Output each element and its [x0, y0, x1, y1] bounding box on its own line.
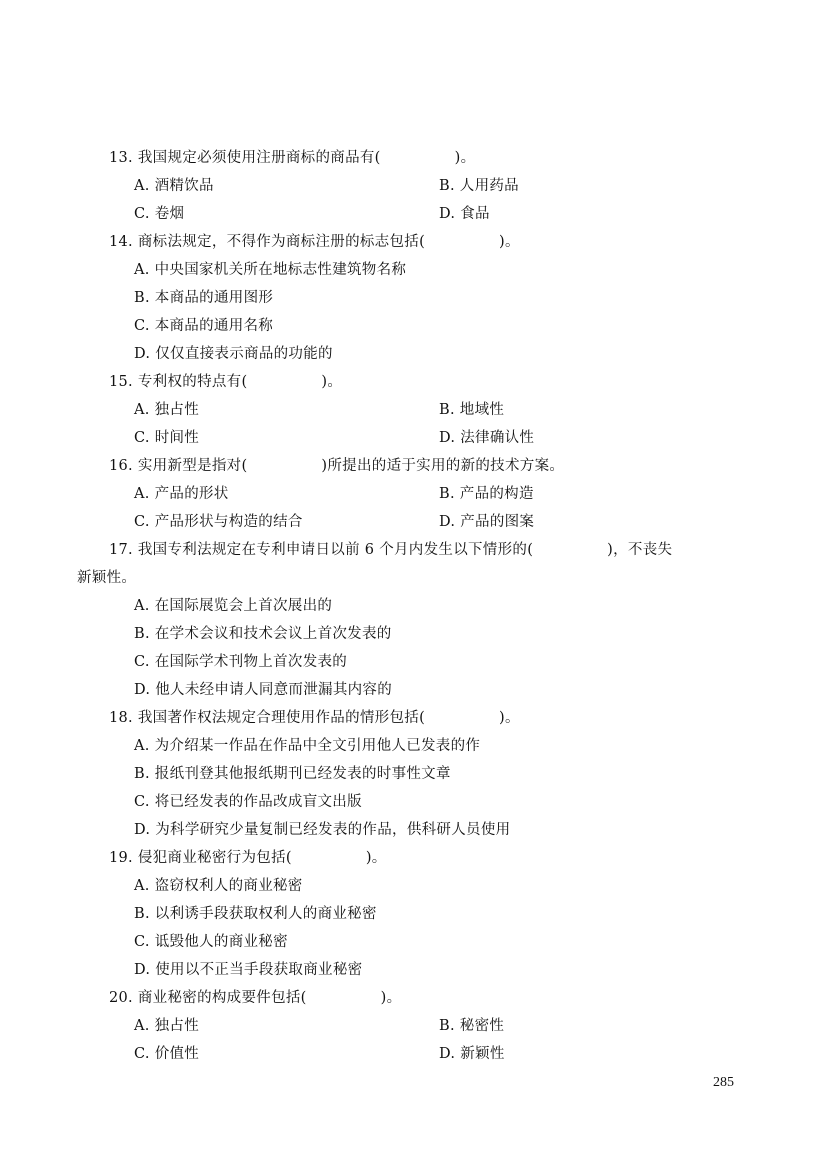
- question-20-option-d: D. 新颖性: [439, 1046, 505, 1062]
- question-13-option-d: D. 食品: [439, 206, 490, 222]
- question-17-option-a: A. 在国际展览会上首次展出的: [134, 598, 333, 614]
- question-16-option-a: A. 产品的形状: [134, 486, 229, 502]
- question-14-option-b: B. 本商品的通用图形: [134, 290, 274, 306]
- question-14-stem: 14. 商标法规定，不得作为商标注册的标志包括( )。: [109, 234, 520, 250]
- question-19-stem: 19. 侵犯商业秘密行为包括( )。: [109, 850, 387, 866]
- question-18-option-d: D. 为科学研究少量复制已经发表的作品，供科研人员使用: [134, 822, 511, 838]
- question-20-option-c: C. 价值性: [134, 1046, 200, 1062]
- question-16-option-d: D. 产品的图案: [439, 514, 535, 530]
- question-13-option-b: B. 人用药品: [439, 178, 519, 194]
- question-13-option-c: C. 卷烟: [134, 206, 185, 222]
- question-14-option-a: A. 中央国家机关所在地标志性建筑物名称: [134, 262, 407, 278]
- question-17-option-b: B. 在学术会议和技术会议上首次发表的: [134, 626, 392, 642]
- question-14-option-c: C. 本商品的通用名称: [134, 318, 274, 334]
- question-20-option-b: B. 秘密性: [439, 1018, 505, 1034]
- question-18-stem: 18. 我国著作权法规定合理使用作品的情形包括( )。: [109, 710, 520, 726]
- question-20-stem: 20. 商业秘密的构成要件包括( )。: [109, 990, 402, 1006]
- question-15-option-a: A. 独占性: [134, 402, 199, 418]
- question-20-option-a: A. 独占性: [134, 1018, 199, 1034]
- question-17-option-c: C. 在国际学术刊物上首次发表的: [134, 654, 348, 670]
- question-15-option-d: D. 法律确认性: [439, 430, 535, 446]
- question-18-option-a: A. 为介绍某一作品在作品中全文引用他人已发表的作: [134, 738, 481, 754]
- question-15-stem: 15. 专利权的特点有( )。: [109, 374, 343, 390]
- page-number: 285: [713, 1075, 734, 1090]
- question-14-option-d: D. 仅仅直接表示商品的功能的: [134, 346, 333, 362]
- question-17-stem-continuation: 新颖性。: [77, 570, 137, 586]
- question-19-option-d: D. 使用以不正当手段获取商业秘密: [134, 962, 363, 978]
- question-16-stem: 16. 实用新型是指对( )所提出的适于实用的新的技术方案。: [109, 458, 565, 474]
- question-19-option-b: B. 以利诱手段获取权利人的商业秘密: [134, 906, 377, 922]
- question-19-option-c: C. 诋毁他人的商业秘密: [134, 934, 288, 950]
- question-18-option-c: C. 将已经发表的作品改成盲文出版: [134, 794, 362, 810]
- question-16-option-c: C. 产品形状与构造的结合: [134, 514, 303, 530]
- question-16-option-b: B. 产品的构造: [439, 486, 534, 502]
- question-19-option-a: A. 盗窃权利人的商业秘密: [134, 878, 303, 894]
- question-15-option-c: C. 时间性: [134, 430, 200, 446]
- question-17-option-d: D. 他人未经申请人同意而泄漏其内容的: [134, 682, 393, 698]
- question-17-stem: 17. 我国专利法规定在专利申请日以前 6 个月内发生以下情形的( )，不丧失: [109, 542, 673, 558]
- question-18-option-b: B. 报纸刊登其他报纸期刊已经发表的时事性文章: [134, 766, 451, 782]
- question-13-option-a: A. 酒精饮品: [134, 178, 214, 194]
- question-15-option-b: B. 地域性: [439, 402, 505, 418]
- question-13-stem: 13. 我国规定必须使用注册商标的商品有( )。: [109, 150, 476, 166]
